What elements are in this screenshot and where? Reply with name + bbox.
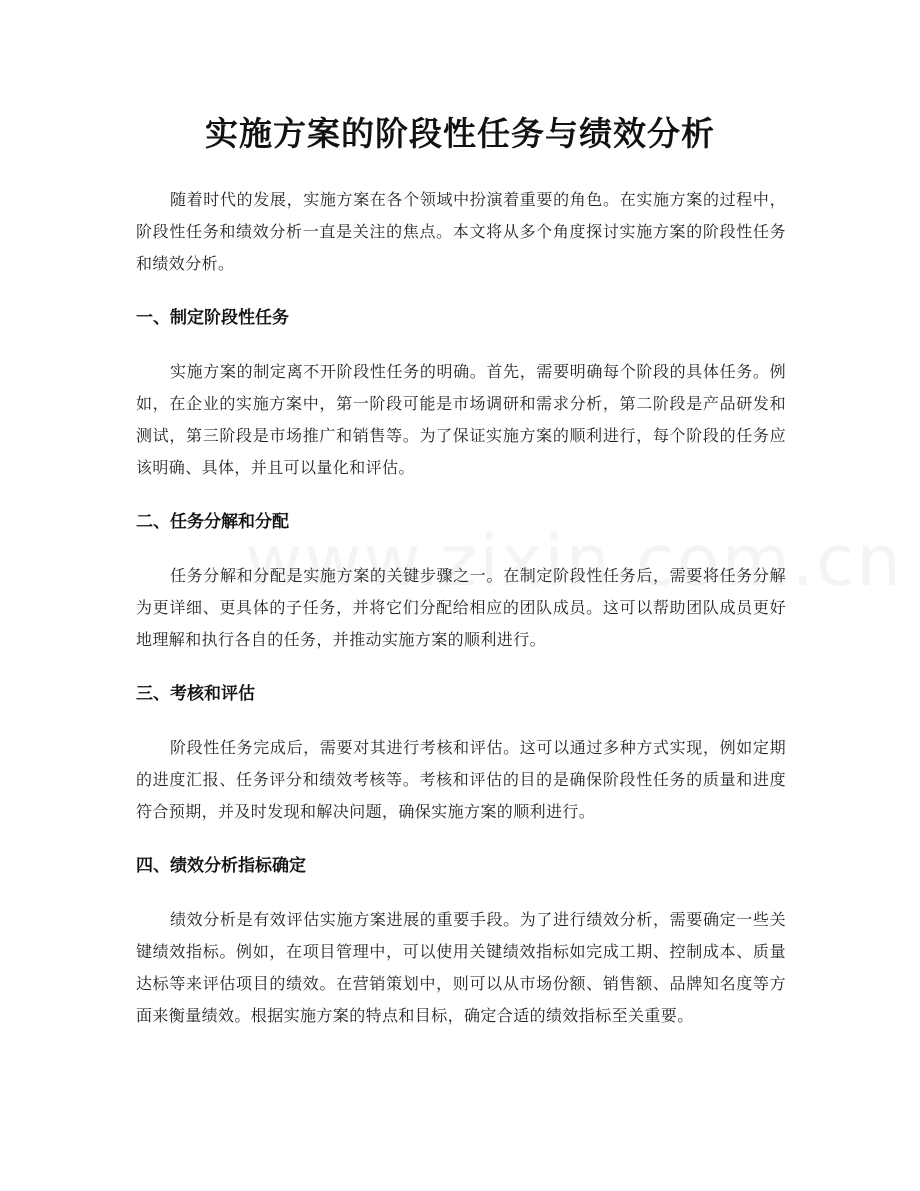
section-paragraph-1: 实施方案的制定离不开阶段性任务的明确。首先，需要明确每个阶段的具体任务。例如，在企业的实施方案中，第一阶段可能是市场调研和需求分析，第二阶段是产品研发和测试，第三阶段是市场推广和销售等。为了保证实施方案的顺利进行，每个阶段的任务应该明确、具体，并且可以量化和评估。 (136, 362, 786, 477)
section-heading-3: 三、考核和评估 (136, 684, 255, 704)
section-heading-4: 四、绩效分析指标确定 (136, 856, 306, 876)
section-heading-2: 二、任务分解和分配 (136, 512, 289, 532)
section-paragraph-2: 任务分解和分配是实施方案的关键步骤之一。在制定阶段性任务后，需要将任务分解为更详细、更具体的子任务，并将它们分配给相应的团队成员。这可以帮助团队成员更好地理解和执行各自的任务，并推动实施方案的顺利进行。 (136, 566, 786, 649)
document-body (136, 184, 786, 1032)
intro-paragraph: 随着时代的发展，实施方案在各个领域中扮演着重要的角色。在实施方案的过程中，阶段性任务和绩效分析一直是关注的焦点。本文将从多个角度探讨实施方案的阶段性任务和绩效分析。 (136, 190, 786, 273)
page-title: 实施方案的阶段性任务与绩效分析 (205, 114, 715, 153)
section-paragraph-4: 绩效分析是有效评估实施方案进展的重要手段。为了进行绩效分析，需要确定一些关键绩效指标。例如，在项目管理中，可以使用关键绩效指标如完成工期、控制成本、质量达标等来评估项目的绩效。在营销策划中，则可以从市场份额、销售额、品牌知名度等方面来衡量绩效。根据实施方案的特点和目标，确定合适的绩效指标至关重要。 (136, 910, 786, 1025)
section-heading-1: 一、制定阶段性任务 (136, 308, 289, 328)
section-paragraph-3: 阶段性任务完成后，需要对其进行考核和评估。这可以通过多种方式实现，例如定期的进度汇报、任务评分和绩效考核等。考核和评估的目的是确保阶段性任务的质量和进度符合预期，并及时发现和解决问题，确保实施方案的顺利进行。 (136, 738, 786, 821)
